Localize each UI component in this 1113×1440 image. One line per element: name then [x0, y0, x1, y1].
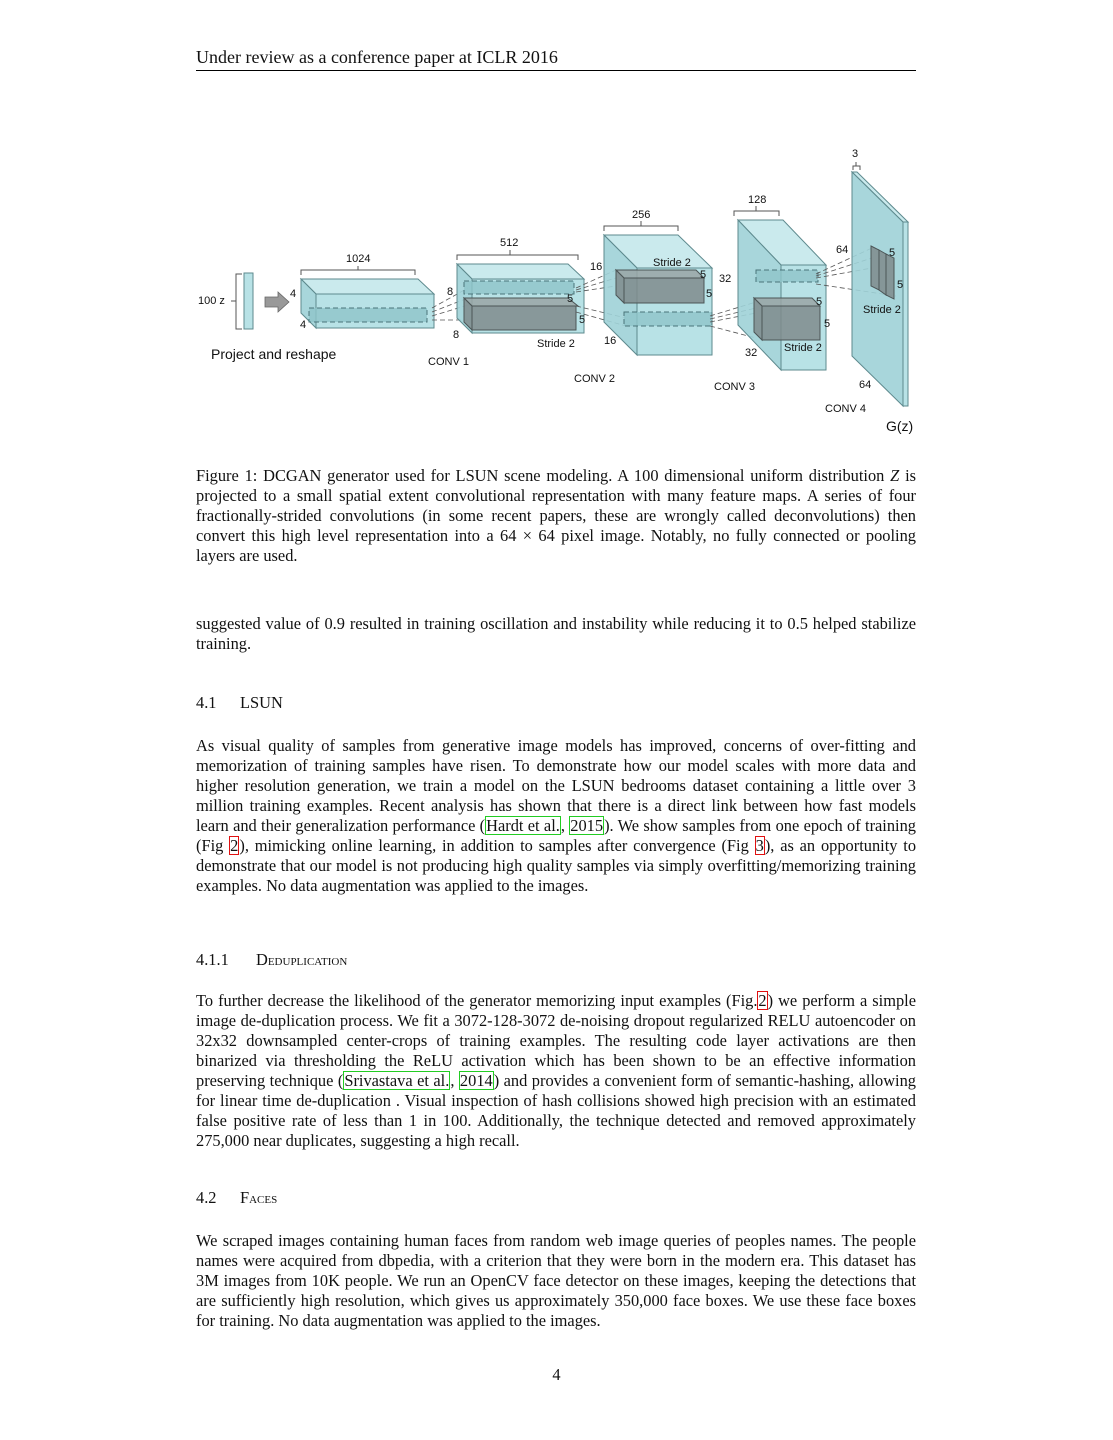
figure-dcgan-generator [196, 140, 916, 440]
running-header: Under review as a conference paper at ICLR 2016 [196, 47, 558, 67]
paragraph-faces: We scraped images containing human faces from random web image queries of peoples names. The people names were acquired from dbpedia, with a criterion that they were born in the modern era. This dataset has 3M images from 10K people. We run an OpenCV face detector on these images, keeping the detections that are sufficiently high resolution, which gives us approximately 350,000 face boxes. We use these face boxes for training. No data augmentation was applied to the images. [196, 1231, 916, 1330]
citation-link-hardt[interactable]: Hardt et al. [486, 816, 560, 835]
layer-conv4 [825, 148, 908, 415]
svg-text:5: 5 [579, 314, 586, 326]
figure-ref-link-2[interactable]: 2 [230, 836, 239, 855]
svg-text:16: 16 [604, 335, 617, 347]
figure-ref-link-3[interactable]: 3 [755, 836, 764, 855]
svg-text:CONV 2: CONV 2 [574, 373, 615, 385]
arrow-icon [265, 292, 289, 312]
svg-text:Stride 2: Stride 2 [863, 304, 901, 316]
dcgan-diagram [196, 140, 916, 440]
math-dims: 64 × 64 [500, 526, 555, 545]
svg-text:5: 5 [567, 293, 574, 305]
svg-text:4: 4 [290, 288, 297, 300]
layer-project-1024 [290, 253, 434, 331]
svg-text:5: 5 [700, 269, 707, 281]
section-heading-4-2: 4.2 Faces [196, 1188, 278, 1207]
svg-text:Stride 2: Stride 2 [784, 342, 822, 354]
svg-text:32: 32 [719, 273, 732, 285]
paragraph-deduplication: To further decrease the likelihood of the generator memorizing input examples (Fig.2) we perform a simple image de-duplication process. We fit a 3072-128-3072 de-noising dropout regularized RELU autoencoder on 32x32 downsampled center-crops of training examples. The resulting code layer activations are then binarized via thresholding the ReLU activation which has been shown to be an effective information preserving technique (Srivastava et al., 2014) and provides a convenient form of semantic-hashing, allowing for linear time de-duplication . Visual inspection of hash collisions showed high precision with an estimated false positive rate of less than 1 in 100. Additionally, the technique detected and removed approximately 275,000 near duplicates, suggesting a high recall. [196, 991, 916, 1150]
project-reshape-label: Project and reshape [211, 346, 337, 362]
output-gz-label: G(z) [886, 418, 914, 434]
layer-conv2 [574, 209, 712, 385]
svg-text:128: 128 [748, 194, 767, 206]
svg-text:CONV 4: CONV 4 [825, 403, 866, 415]
input-z-vector [198, 273, 253, 329]
svg-text:256: 256 [632, 209, 651, 221]
citation-link-hardt-year[interactable]: 2015 [570, 816, 604, 835]
paragraph-continued: suggested value of 0.9 resulted in training oscillation and instability while reducing it to 0.5 helped stabilize training. [196, 614, 916, 653]
svg-text:5: 5 [897, 279, 904, 291]
figure-caption: Figure 1: DCGAN generator used for LSUN scene modeling. A 100 dimensional uniform distribution Z is projected to a small spatial extent convolutional representation with many feature maps. A series of four fractionally-strided convolutions (in some recent papers, these are wrongly called deconvolutions) then convert this high level representation into a 64 × 64 pixel image. Notably, no fully connected or pooling layers are used. [196, 466, 916, 565]
svg-text:64: 64 [859, 379, 872, 391]
page-number: 4 [552, 1365, 561, 1384]
math-z: Z [890, 466, 900, 485]
svg-text:8: 8 [447, 286, 454, 298]
svg-text:Stride 2: Stride 2 [537, 338, 575, 350]
svg-text:4: 4 [300, 319, 307, 331]
section-heading-4-1-1: 4.1.1 Deduplication [196, 950, 348, 969]
input-z-label: 100 z [198, 295, 225, 307]
svg-text:512: 512 [500, 237, 519, 249]
layer-conv1 [428, 237, 585, 368]
svg-text:32: 32 [745, 347, 758, 359]
svg-text:CONV 1: CONV 1 [428, 356, 469, 368]
svg-text:16: 16 [590, 261, 603, 273]
figure-ref-link-2[interactable]: 2 [758, 991, 767, 1010]
layer-conv3 [714, 194, 830, 393]
citation-link-srivastava-year[interactable]: 2014 [459, 1071, 493, 1090]
svg-text:3: 3 [852, 148, 859, 160]
svg-text:1024: 1024 [346, 253, 371, 265]
svg-text:5: 5 [706, 288, 713, 300]
svg-text:8: 8 [453, 329, 460, 341]
svg-text:5: 5 [824, 318, 831, 330]
svg-text:64: 64 [836, 244, 849, 256]
section-heading-4-1: 4.1 LSUN [196, 693, 283, 712]
svg-text:5: 5 [816, 296, 823, 308]
header-rule [196, 70, 916, 71]
svg-text:Stride 2: Stride 2 [653, 257, 691, 269]
paragraph-lsun: As visual quality of samples from generative image models has improved, concerns of over-fitting and memorization of training samples have risen. To demonstrate how our model scales with more data and higher resolution generation, we train a model on the LSUN bedrooms dataset containing a little over 3 million training examples. Recent analysis has shown that there is a direct link between how fast models learn and their generalization performance (Hardt et al., 2015). We show samples from one epoch of training (Fig 2), mimicking online learning, in addition to samples after convergence (Fig 3), as an opportunity to demonstrate that our model is not producing high quality samples via simply overfitting/memorizing training examples. No data augmentation was applied to the images. [196, 736, 917, 895]
svg-text:5: 5 [889, 247, 896, 259]
citation-link-srivastava[interactable]: Srivastava et al. [344, 1071, 450, 1090]
svg-text:CONV 3: CONV 3 [714, 381, 755, 393]
